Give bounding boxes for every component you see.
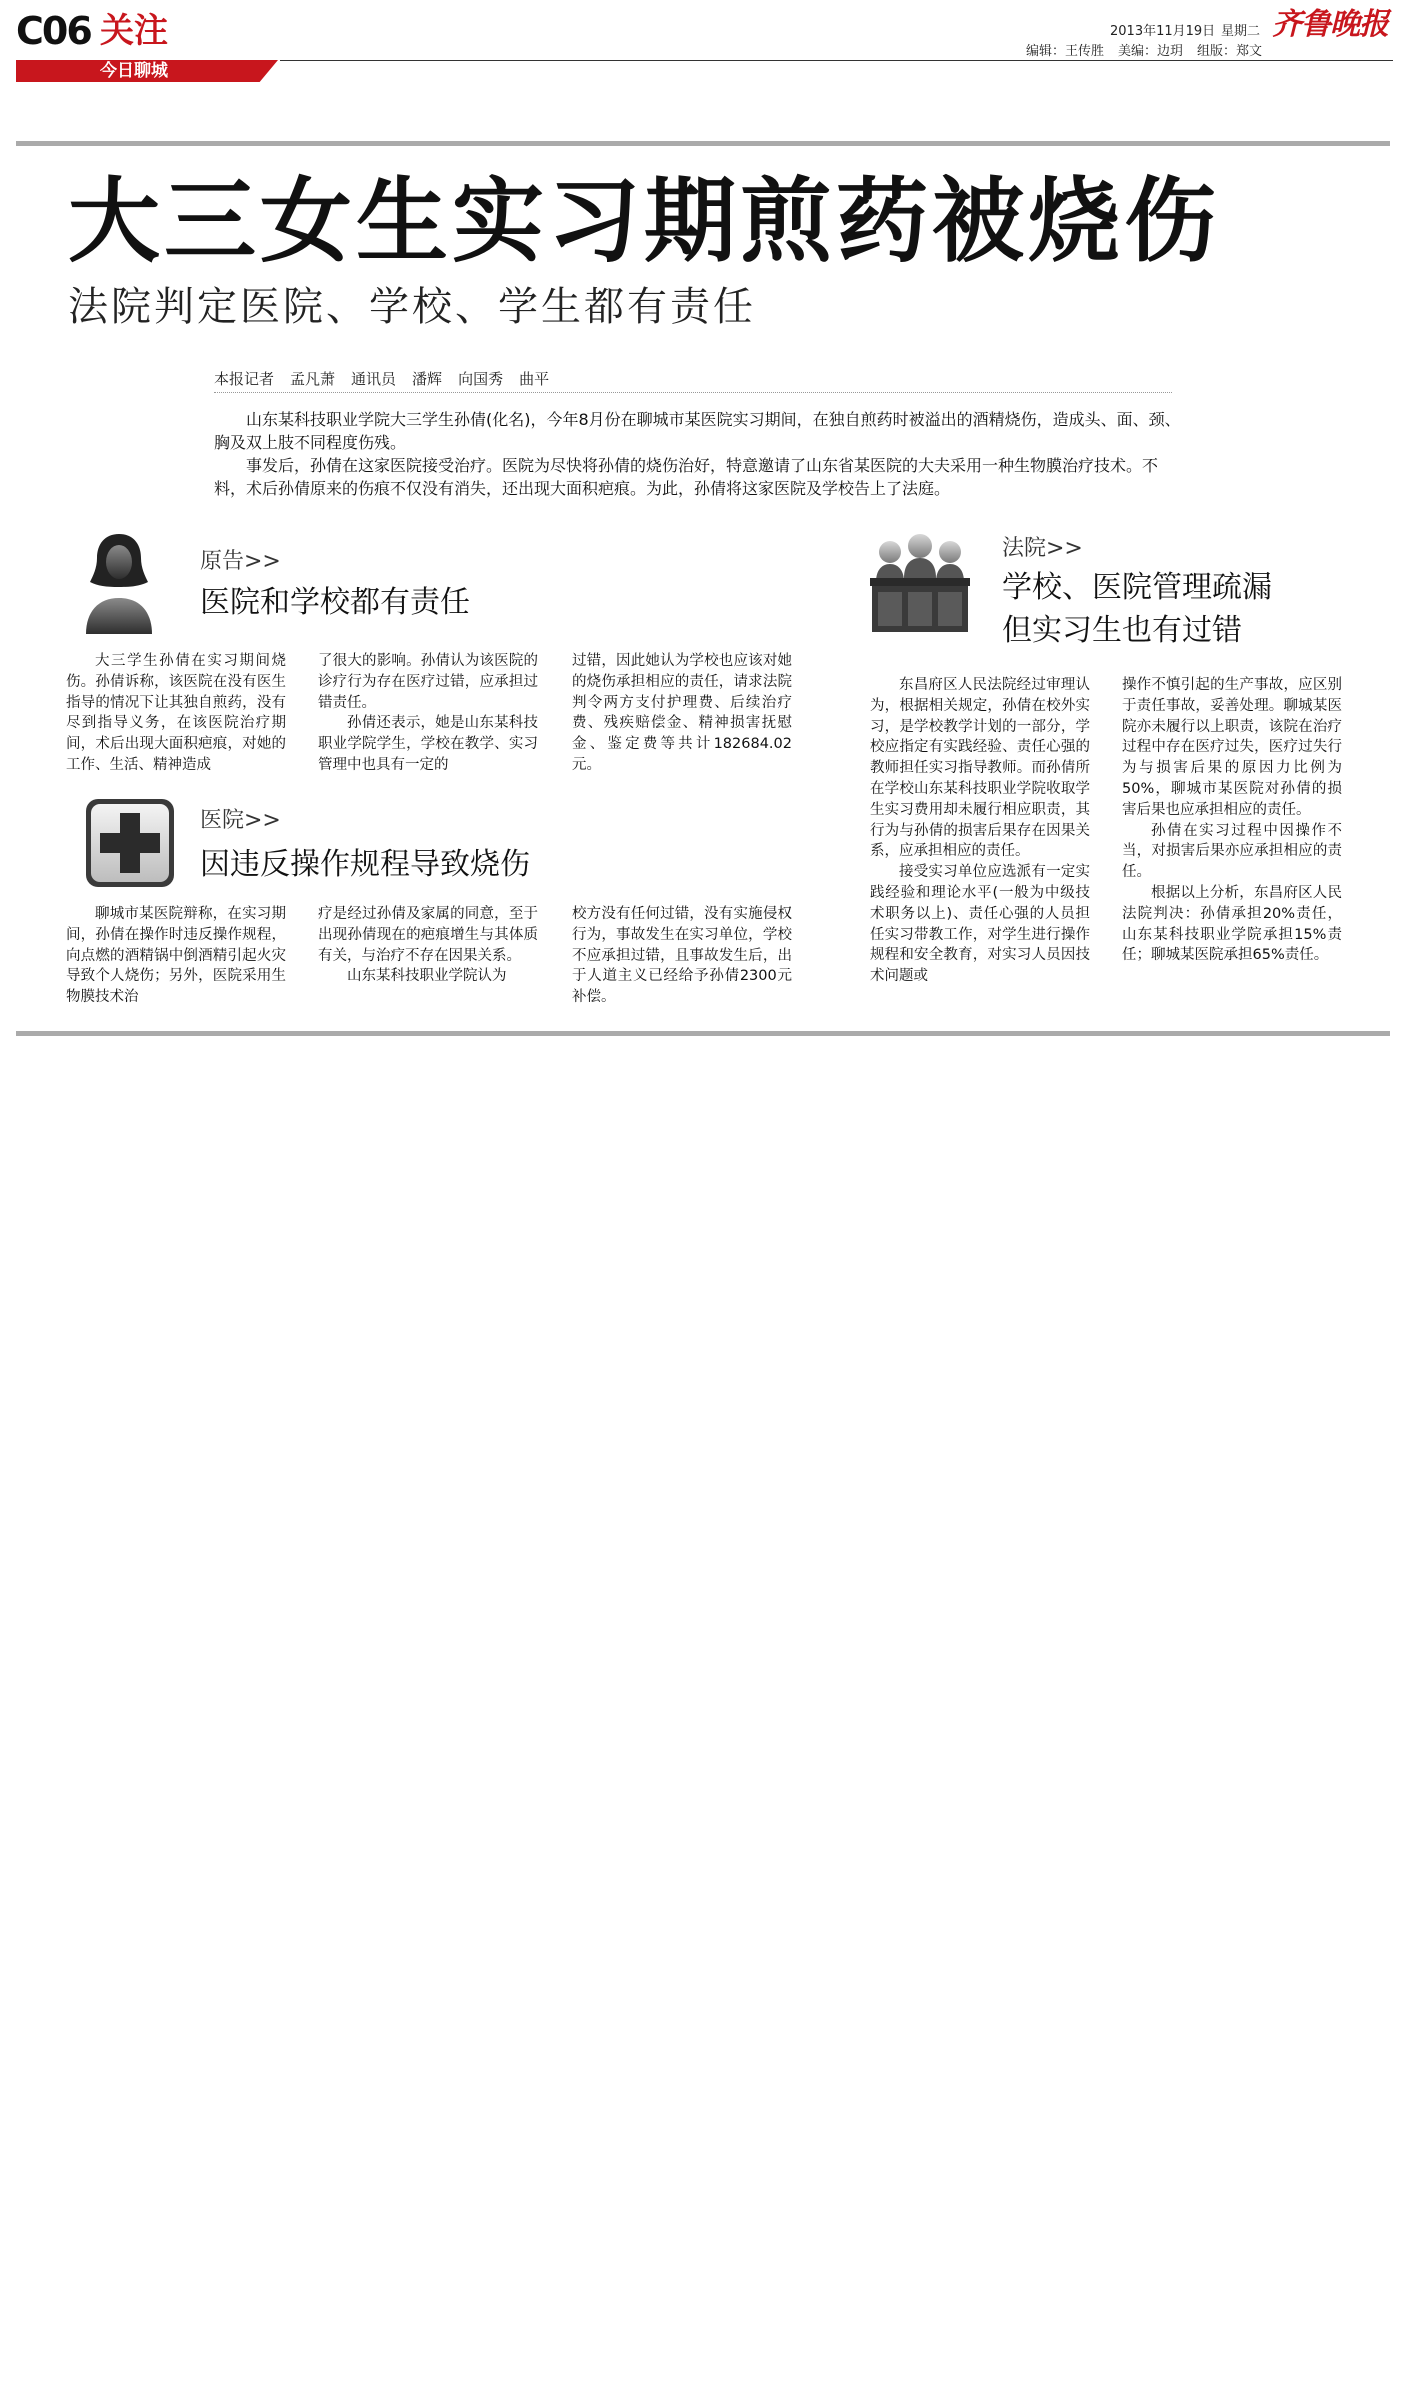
byline-divider — [214, 392, 1172, 393]
hospital-column-3 — [572, 904, 792, 1008]
issue-weekday: 星期二 — [1221, 24, 1261, 39]
section-title: 关注 — [100, 11, 168, 51]
byline — [214, 368, 565, 389]
body-paragraph: 了很大的影响。孙倩认为该医院的诊疗行为存在医疗过错，应承担过错责任。 — [318, 653, 538, 711]
woman-silhouette-icon — [84, 530, 154, 634]
body-paragraph: 操作不慎引起的生产事故，应区别于责任事故，妥善处理。聊城某医院亦未履行以上职责，该院在治疗过程中存在医疗过失，医疗过失行为与损害后果的原因力比例为50%，聊城市某医院对孙倩的损害后果也应承担相应的责任。 — [1122, 677, 1342, 818]
court-heading-line1: 学校、医院管理疏漏 — [1002, 570, 1272, 605]
layout-editor-name: 组版：郑文 — [1197, 44, 1263, 59]
body-paragraph: 聊城市某医院辩称，在实习期间，孙倩在操作时违反操作规程，向点燃的酒精锅中倒酒精引起火灾导致个人烧伤；另外，医院采用生物膜技术治 — [66, 906, 286, 1006]
plaintiff-heading: 医院和学校都有责任 — [200, 585, 470, 620]
plaintiff-column-2 — [318, 651, 538, 776]
byline-item: 孟凡萧 — [290, 370, 336, 388]
body-paragraph: 接受实习单位应选派有一定实践经验和理论水平(一般为中级技术职务以上)、责任心强的人员担任实习带教工作，对学生进行操作规程和安全教育，对实习人员因技术问题或 — [870, 864, 1090, 985]
byline-item: 潘辉 — [412, 370, 443, 388]
plaintiff-column-3 — [572, 651, 792, 776]
court-column-1 — [870, 675, 1090, 987]
body-paragraph: 校方没有任何过错，没有实施侵权行为，事故发生在实习单位，学校不应承担过错，且事故发生后，出于人道主义已经给予孙倩2300元补偿。 — [572, 906, 792, 1006]
plaintiff-column-1 — [66, 651, 286, 776]
body-paragraph: 大三学生孙倩在实习期间烧伤。孙倩诉称，该医院在没有医生指导的情况下让其独自煎药，没有尽到指导义务，在该医院治疗期间，术后出现大面积疤痕，对她的工作、生活、精神造成 — [66, 653, 286, 773]
body-paragraph: 山东某科技职业学院认为 — [347, 968, 507, 985]
medical-cross-icon — [84, 797, 176, 889]
article-subtitle: 法院判定医院、学校、学生都有责任 — [68, 284, 756, 330]
body-paragraph: 孙倩在实习过程中因操作不当，对损害后果亦应承担相应的责任。 — [1122, 822, 1342, 881]
editor-credits — [1026, 40, 1276, 59]
plaintiff-tag: 原告>> — [200, 549, 281, 574]
article-title: 大三女生实习期煎药被烧伤 — [68, 168, 1221, 275]
editor-name: 编辑：王传胜 — [1026, 44, 1105, 59]
art-editor-name: 美编：边玥 — [1118, 44, 1184, 59]
byline-item: 向国秀 — [458, 370, 504, 388]
body-paragraph: 过错，因此她认为学校也应该对她的烧伤承担相应的责任，请求法院判令两方支付护理费、后续治疗费、残疾赔偿金、精神损害抚慰金、鉴定费等共计182684.02元。 — [572, 653, 792, 773]
byline-item: 本报记者 — [214, 370, 275, 388]
body-paragraph: 根据以上分析，东昌府区人民法院判决：孙倩承担20%责任，山东某科技职业学院承担15%责任；聊城某医院承担65%责任。 — [1122, 884, 1342, 964]
hospital-heading: 因违反操作规程导致烧伤 — [200, 847, 530, 882]
header-divider — [280, 60, 1393, 61]
byline-item: 通讯员 — [351, 370, 397, 388]
byline-item: 曲平 — [519, 370, 550, 388]
body-paragraph: 孙倩还表示，她是山东某科技职业学院学生，学校在教学、实习管理中也具有一定的 — [318, 715, 538, 773]
hospital-tag: 医院>> — [200, 808, 281, 833]
judges-bench-icon — [868, 532, 972, 634]
article-lead — [214, 408, 1182, 500]
bottom-rule — [16, 1031, 1390, 1036]
top-rule — [16, 141, 1390, 146]
court-heading-line2: 但实习生也有过错 — [1002, 613, 1242, 648]
newspaper-logo: 齐鲁晚报 — [1272, 7, 1388, 42]
issue-date: 2013年11月19日 — [1110, 24, 1216, 39]
lead-paragraph: 山东某科技职业学院大三学生孙倩(化名)，今年8月份在聊城市某医院实习期间，在独自煎药时被溢出的酒精烧伤，造成头、面、颈、胸及双上肢不同程度伤残。 — [214, 410, 1181, 452]
lead-paragraph: 事发后，孙倩在这家医院接受治疗。医院为尽快将孙倩的烧伤治好，特意邀请了山东省某医院的大夫采用一种生物膜治疗技术。不料，术后孙倩原来的伤痕不仅没有消失，还出现大面积疤痕。为此，孙倩将这家医院及学校告上了法庭。 — [214, 456, 1159, 498]
court-column-2 — [1122, 675, 1342, 966]
subsection-label: 今日聊城 — [100, 61, 168, 81]
body-paragraph: 东昌府区人民法院经过审理认为，根据相关规定，孙倩在校外实习，是学校教学计划的一部分，学校应指定有实践经验、责任心强的教师担任实习指导教师。而孙倩所在学校山东某科技职业学院收取学生实习费用却未履行相应职责，其行为与孙倩的损害后果存在因果关系，应承担相应的责任。 — [870, 677, 1090, 860]
hospital-column-1 — [66, 904, 286, 1008]
hospital-column-2 — [318, 904, 538, 987]
page-number: C06 — [16, 9, 91, 53]
body-paragraph: 疗是经过孙倩及家属的同意，至于出现孙倩现在的疤痕增生与其体质有关，与治疗不存在因果关系。 — [318, 906, 538, 964]
court-tag: 法院>> — [1002, 536, 1083, 561]
